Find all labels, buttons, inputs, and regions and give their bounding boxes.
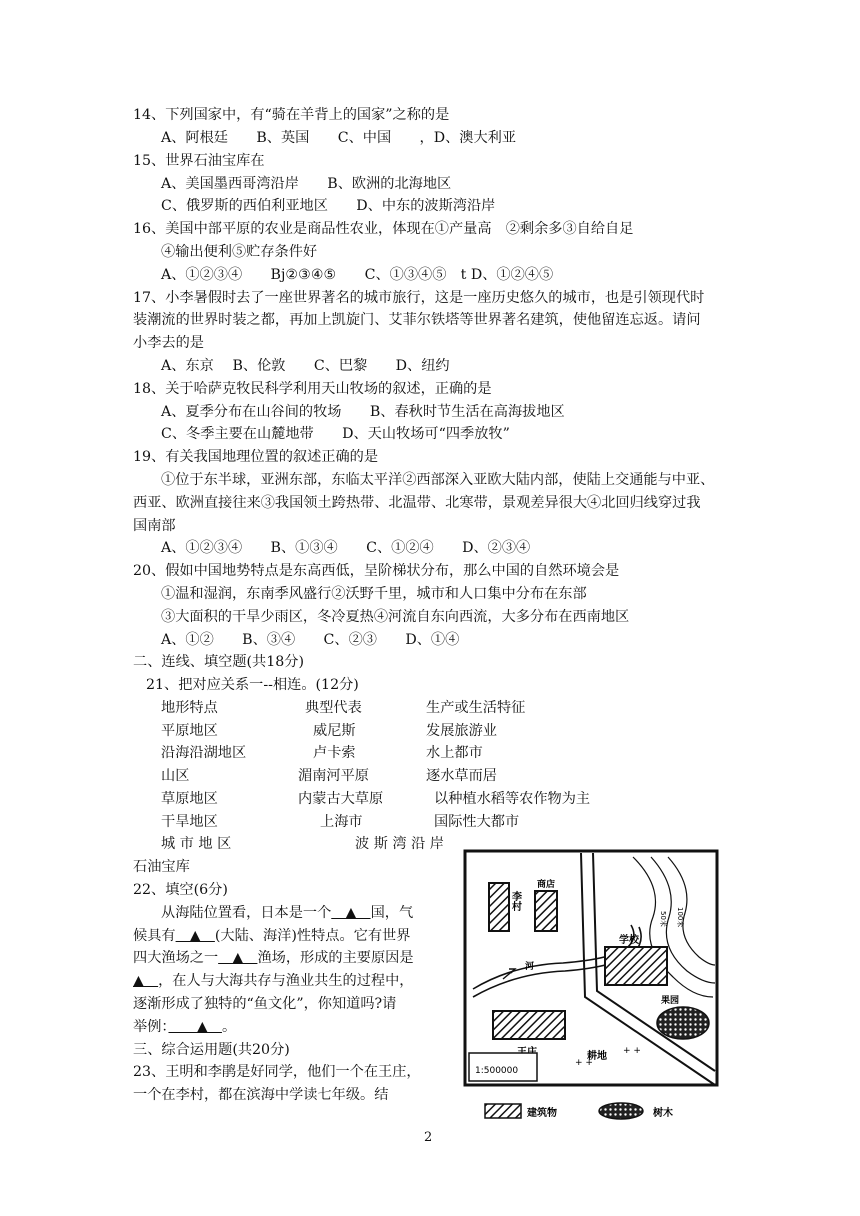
q17-stem-2: 装潮流的世界时装之都，再加上凯旋门、艾菲尔铁塔等世界著名建筑，使他留连忘返。请问 [133,312,701,328]
col2-item: 威尼斯 [313,723,356,739]
label-gengdi: 耕地 [587,1051,607,1062]
col2-item: 上海市 [320,814,363,830]
village-map-figure [463,847,719,1129]
q19-stem-2: ①位于东半球，亚洲东部，东临太平洋②西部深入亚欧大陆内部，使陆上交通能与中亚、 [161,472,715,488]
col2-item: 湄南河平原 [298,768,369,784]
col1-item: 草原地区 [161,791,218,807]
q22-line1: 从海陆位置看，日本是一个 ▲ 国，气 [161,905,414,921]
col1-item: 平原地区 [161,723,218,739]
q19-stem: 19、有关我国地理位置的叙述正确的是 [133,449,379,465]
q15-options-ab: A、美国墨西哥湾沿岸 B、欧洲的北海地区 [161,176,452,192]
q14-stem: 14、下列国家中，有“骑在羊背上的国家”之称的是 [133,107,450,123]
q16-stem: 16、美国中部平原的农业是商品性农业，体现在①产量高 ②剩余多③自给自足 [133,221,634,237]
orchard-trees [657,1007,709,1039]
q23-line2: 一个在李村，都在滨海中学读七年级。结 [133,1087,389,1103]
building-li-cun [489,883,509,931]
q16-stem-cont: ④输出便利⑤贮存条件好 [161,244,318,260]
farmland-symbol: + + [575,1058,593,1068]
building-xuexiao [605,947,667,985]
q16-options: A、①②③④ Bj②③④⑤ C、①③④⑤ t D、①②④⑤ [161,267,554,283]
col3-item: 发展旅游业 [426,723,497,739]
q20-stem-3: ③大面积的干旱少雨区，冬冷夏热④河流自东向西流，大多分布在西南地区 [161,609,630,625]
page-number: 2 [424,1130,433,1145]
col3-item: 逐水草而居 [426,768,497,784]
label-xuexiao: 学校 [619,935,639,946]
contour-label: 50米 [659,911,667,927]
col2-item: 卢卡索 [313,745,356,761]
q20-stem: 20、假如中国地势特点是东高西低，呈阶梯状分布，那么中国的自然环境会是 [133,563,620,579]
legend-tree-label: 树木 [653,1108,673,1119]
col3-item: 以种植水稻等农作物为主 [434,791,591,807]
q15-options-cd: C、俄罗斯的西伯利亚地区 D、中东的波斯湾沿岸 [161,198,496,214]
col2-item: 内蒙古大草原 [298,791,384,807]
legend-tree-swatch [599,1103,643,1119]
legend-building-label: 建筑物 [527,1108,557,1119]
q22-line4: ▲ ，在人与大海共存与渔业共生的过程中， [133,973,414,989]
q21-stem: 21、把对应关系一--相连。(12分) [146,677,359,693]
q22-heading: 22、填空(6分) [133,882,228,898]
contour-label: 100米 [676,907,684,928]
col1-item: 地形特点 [161,700,218,716]
q17-stem-3: 小李去的是 [133,335,204,351]
q18-options-ab: A、夏季分布在山谷间的牧场 B、春秋时节生活在高海拔地区 [161,404,565,420]
q17-options: A、东京 B、伦敦 C、巴黎 D、纽约 [161,358,450,374]
answer-blank[interactable]: ▲ [175,928,215,944]
col3-item: 国际性大都市 [434,814,520,830]
col3-item: 生产或生活特征 [426,700,526,716]
section-3-heading: 三、综合运用题(共20分) [133,1042,290,1058]
q19-stem-3: 西亚、欧洲直接往来③我国领土跨热带、北温带、北寒带，景观差异很大④北回归线穿过我 [133,495,701,511]
q23-line1: 23、王明和李鹃是好同学，他们一个在王庄， [133,1064,421,1080]
legend-building-swatch [485,1104,521,1118]
q20-options: A、①② B、③④ C、②③ D、①④ [161,632,460,648]
q22-line2: 候具有 ▲ (大陆、海洋)性特点。它有世界 [133,928,411,944]
col1-item: 干旱地区 [161,814,218,830]
q20-stem-2: ①温和湿润，东南季风盛行②沃野千里，城市和人口集中分布在东部 [161,586,587,602]
label-shangdian: 商店 [537,880,556,890]
scale-text: 1:500000 [475,1066,519,1076]
label-li-cun: 李村 [509,891,521,911]
q14-options: A、阿根廷 B、英国 C、中国 ，D、澳大利亚 [161,130,517,146]
q22-line6: 举例： ▲ 。 [133,1019,237,1035]
q22-line5: 逐渐形成了独特的“鱼文化”，你知道吗?请 [133,996,397,1012]
q17-stem: 17、小李暑假时去了一座世界著名的城市旅行，这是一座历史悠久的城市，也是引领现代时 [133,290,705,306]
q19-stem-4: 国南部 [133,518,176,534]
answer-blank[interactable]: ▲ [218,950,258,966]
q19-options: A、①②③④ B、①③④ C、①②④ D、②③④ [161,540,531,556]
q18-stem: 18、关于哈萨克牧民科学利用天山牧场的叙述，正确的是 [133,381,492,397]
label-guoyuan: 果园 [661,996,680,1006]
answer-blank[interactable]: ▲ [168,1019,222,1035]
answer-blank[interactable]: ▲ [133,973,159,989]
col2-item: 波 斯 湾 沿 岸 [355,836,444,852]
answer-blank[interactable]: ▲ [331,905,371,921]
q15-stem: 15、世界石油宝库在 [133,153,265,169]
q18-options-cd: C、冬季主要在山麓地带 D、天山牧场可“四季放牧” [161,426,510,442]
q22-line3: 四大渔场之一 ▲ 渔场，形成的主要原因是 [133,950,414,966]
col1-item: 城 市 地 区 [161,836,232,852]
col3-item: 水上都市 [426,745,483,761]
col2-item: 典型代表 [305,700,362,716]
col1-item: 山区 [161,768,190,784]
farmland-symbol: + + [623,1046,641,1056]
col2-wrap: 石油宝库 [133,859,190,875]
label-he: 河 [525,962,535,972]
col1-item: 沿海沿湖地区 [161,745,247,761]
building-wangzhuang [493,1011,565,1039]
section-2-heading: 二、连线、填空题(共18分) [133,654,304,670]
building-shangdian [535,891,557,931]
